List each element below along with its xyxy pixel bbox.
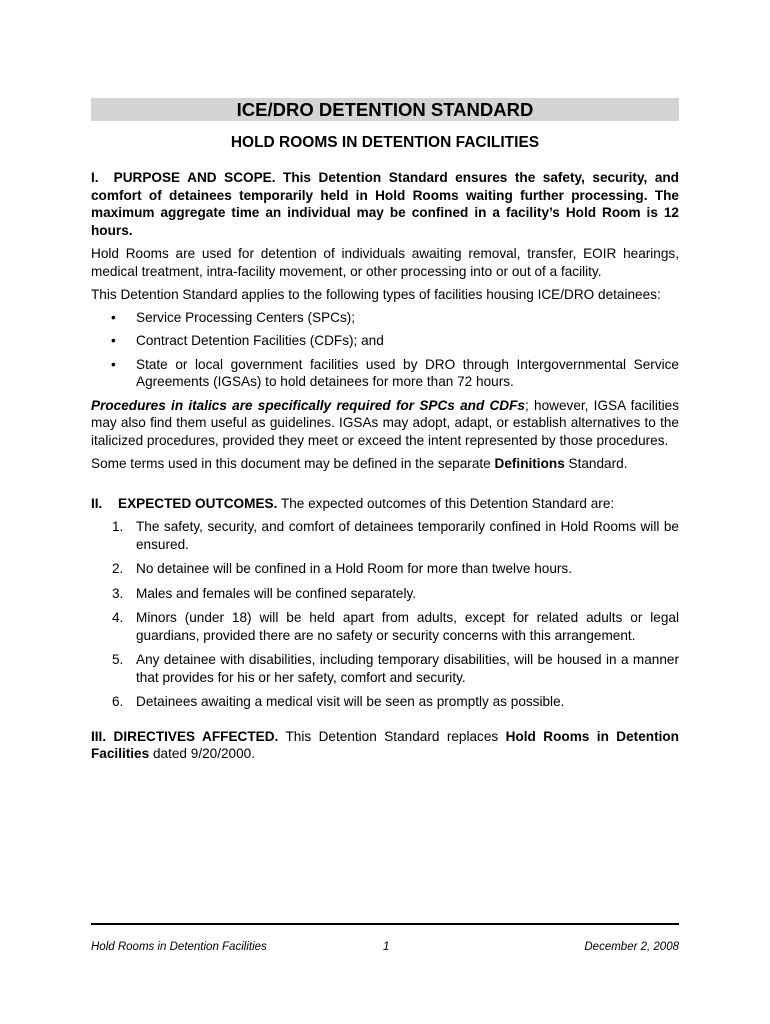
document-page [91, 98, 679, 763]
section1-para-applies: This Detention Standard applies to the following types of facilities housing ICE/DRO detainees: [91, 287, 661, 302]
section1-intro: PURPOSE AND SCOPE. This Detention Standard ensures the safety, security, and comfort of detainees temporarily held in Hold Rooms waiting further processing. The maximum aggregate time an individual may be confined in a facility’s Hold Room is 12 hours. [91, 170, 679, 238]
bullet-icon: • [111, 356, 116, 372]
list-item: 2. No detainee will be confined in a Hold Room for more than twelve hours. [112, 561, 572, 576]
bullet-icon: • [111, 333, 116, 348]
list-item: 6. Detainees awaiting a medical visit will be seen as promptly as possible. [112, 694, 565, 709]
bullet-icon: • [111, 309, 116, 325]
section1-para-use: Hold Rooms are used for detention of individuals awaiting removal, transfer, EOIR hearings, medical treatment, intra-facility movement, or other processing into or out of a facility. [91, 246, 679, 279]
italics-lead: Procedures in italics are specifically required for SPCs and CDFs [91, 397, 525, 413]
section3-directives: III. DIRECTIVES AFFECTED. This Detention Standard replaces Hold Rooms in Detention Facilities dated 9/20/2000. [91, 728, 679, 761]
list-item: 5. Any detainee with disabilities, including temporary disabilities, will be housed in a manner that provides for his or her safety, comfort and security. [112, 652, 679, 685]
replaced-document-title: Hold Rooms in Detention Facilities [91, 728, 679, 761]
page-footer [91, 941, 679, 957]
list-item: 3. Males and females will be confined separately. [112, 585, 417, 601]
italics-procedures-para: Procedures in italics are specifically required for SPCs and CDFs; however, IGSA facilities may also find them useful as guidelines. IGSAs may adopt, adapt, or establish alternatives to the italicized procedures, provided they meet or exceed the intent represented by those procedures. [91, 397, 679, 448]
definitions-para: Some terms used in this document may be defined in the separate Definitions Standard. [91, 456, 628, 471]
footer-date: December 2, 2008 [584, 941, 679, 953]
expected-outcomes-list [91, 518, 679, 711]
page-number: 1 [383, 941, 390, 953]
section1-purpose [91, 169, 679, 239]
footer-divider [91, 923, 679, 925]
definitions-link-text: Definitions [494, 456, 565, 471]
list-item: 1. The safety, security, and comfort of detainees temporarily confined in Hold Rooms will be ensured. [112, 519, 679, 552]
facility-type-list [91, 309, 679, 391]
list-item: • State or local government facilities used by DRO through Intergovernmental Service Agreements (IGSAs) to hold detainees for more than 72 hours. [111, 356, 679, 389]
list-item: • Service Processing Centers (SPCs); [111, 309, 356, 325]
section2-heading: II. EXPECTED OUTCOMES. The expected outcomes of this Detention Standard are: [91, 495, 615, 511]
list-item: • Contract Detention Facilities (CDFs); and [111, 333, 384, 348]
document-subtitle: HOLD ROOMS IN DETENTION FACILITIES [230, 134, 540, 151]
banner-title: ICE/DRO DETENTION STANDARD [91, 98, 679, 121]
section1-numeral: I. [91, 170, 99, 185]
list-item: 4. Minors (under 18) will be held apart from adults, except for related adults or legal guardians, provided there are no safety or security concerns with this arrangement. [112, 610, 679, 643]
footer-title: Hold Rooms in Detention Facilities [91, 941, 267, 953]
